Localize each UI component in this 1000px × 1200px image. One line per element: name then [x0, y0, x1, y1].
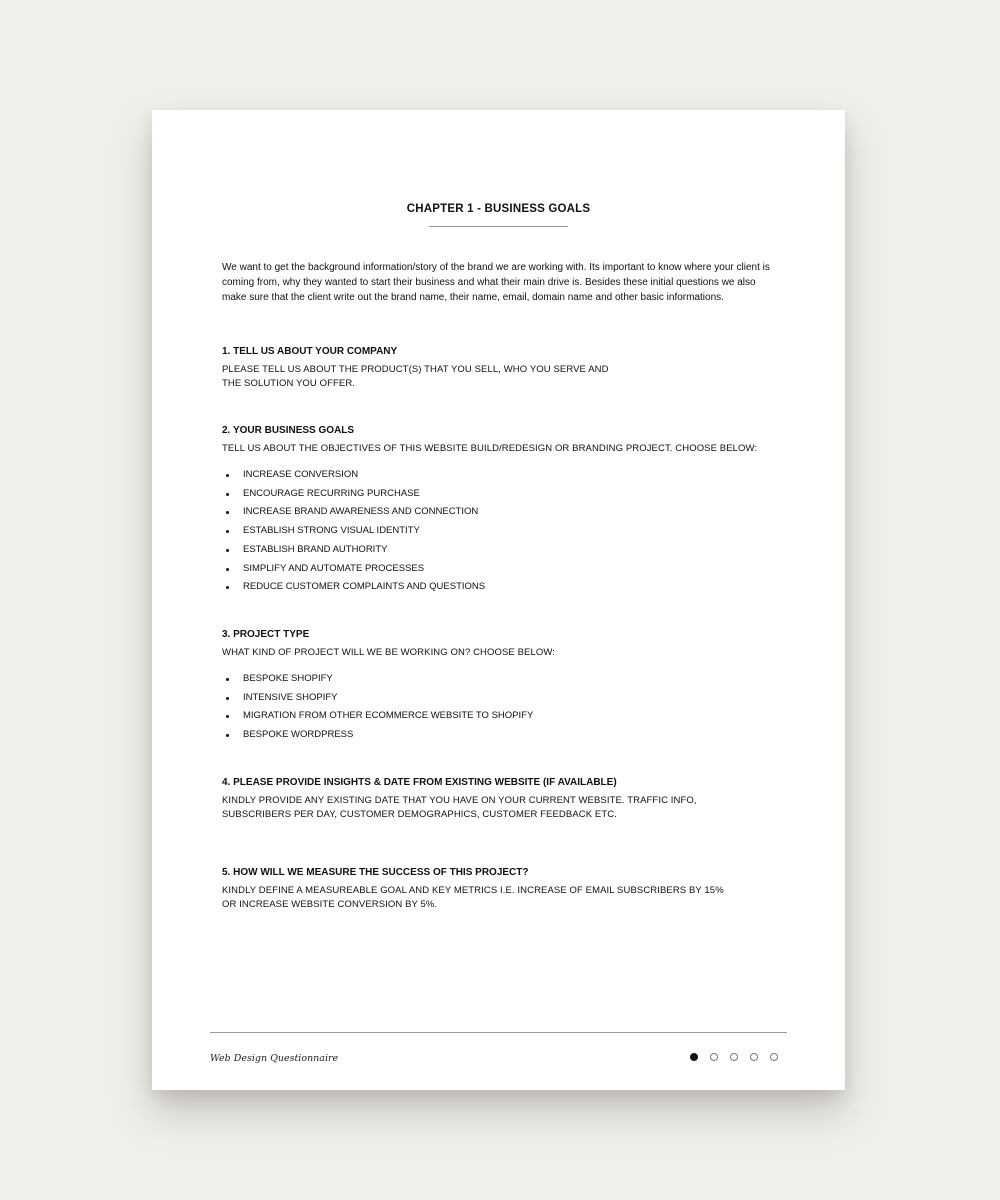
- section-heading: 1. TELL US ABOUT YOUR COMPANY: [222, 346, 398, 357]
- section-text: TELL US ABOUT THE OBJECTIVES OF THIS WEBSITE BUILD/REDESIGN OR BRANDING PROJECT. CHOOSE BELOW:: [222, 443, 758, 454]
- list-item: SIMPLIFY AND AUTOMATE PROCESSES: [222, 560, 782, 579]
- section-text: [222, 363, 782, 391]
- list-item: INCREASE CONVERSION: [222, 466, 782, 485]
- list-item: REDUCE CUSTOMER COMPLAINTS AND QUESTIONS: [222, 578, 782, 597]
- title-underline: [429, 226, 568, 227]
- page-dot: [750, 1053, 758, 1061]
- section-text-line: KINDLY PROVIDE ANY EXISTING DATE THAT YOU HAVE ON YOUR CURRENT WEBSITE. TRAFFIC INFO,: [222, 795, 697, 806]
- list-item: MIGRATION FROM OTHER ECOMMERCE WEBSITE TO SHOPIFY: [222, 707, 782, 726]
- document-page: [152, 110, 845, 1090]
- section-text-line: PLEASE TELL US ABOUT THE PRODUCT(S) THAT YOU SELL, WHO YOU SERVE AND: [222, 364, 609, 375]
- page-dot: [730, 1053, 738, 1061]
- section-text: [222, 884, 782, 912]
- footer-divider: [210, 1032, 787, 1033]
- page-dot: [770, 1053, 778, 1061]
- footer-document-title: Web Design Questionnaire: [210, 1053, 339, 1064]
- page-dot-active: [690, 1053, 698, 1061]
- list-item: ESTABLISH BRAND AUTHORITY: [222, 541, 782, 560]
- list-item: INTENSIVE SHOPIFY: [222, 689, 782, 708]
- section-success-metrics: [222, 866, 782, 912]
- section-project-type: [222, 628, 782, 745]
- list-item: ESTABLISH STRONG VISUAL IDENTITY: [222, 522, 782, 541]
- section-text: WHAT KIND OF PROJECT WILL WE BE WORKING ON? CHOOSE BELOW:: [222, 647, 555, 658]
- list-item: BESPOKE SHOPIFY: [222, 670, 782, 689]
- section-text-line: KINDLY DEFINE A MEASUREABLE GOAL AND KEY METRICS I.E. INCREASE OF EMAIL SUBSCRIBERS BY 15%: [222, 885, 724, 896]
- page-indicator: [690, 1053, 778, 1061]
- project-type-list: [222, 670, 782, 745]
- section-company: [222, 345, 782, 391]
- section-text: [222, 794, 782, 822]
- section-heading: 3. PROJECT TYPE: [222, 629, 310, 640]
- list-item: BESPOKE WORDPRESS: [222, 726, 782, 745]
- chapter-title: CHAPTER 1 - BUSINESS GOALS: [406, 203, 591, 215]
- section-text-line: SUBSCRIBERS PER DAY, CUSTOMER DEMOGRAPHICS, CUSTOMER FEEDBACK ETC.: [222, 809, 617, 820]
- section-heading: 4. PLEASE PROVIDE INSIGHTS & DATE FROM EXISTING WEBSITE (IF AVAILABLE): [222, 777, 617, 788]
- section-business-goals: [222, 424, 782, 597]
- list-item: INCREASE BRAND AWARENESS AND CONNECTION: [222, 503, 782, 522]
- section-text-line: OR INCREASE WEBSITE CONVERSION BY 5%.: [222, 899, 438, 910]
- section-text-line: THE SOLUTION YOU OFFER.: [222, 378, 356, 389]
- business-goals-list: [222, 466, 782, 597]
- section-heading: 5. HOW WILL WE MEASURE THE SUCCESS OF THIS PROJECT?: [222, 867, 529, 878]
- intro-paragraph: We want to get the background information/story of the brand we are working with. Its important to know where your client is coming from, why they wanted to start their business and what their main drive is. Besides these initial questions we also make sure that the client write out the brand name, their name, email, domain name and other basic informations.: [222, 262, 770, 303]
- list-item: ENCOURAGE RECURRING PURCHASE: [222, 485, 782, 504]
- section-heading: 2. YOUR BUSINESS GOALS: [222, 425, 355, 436]
- section-insights: [222, 776, 782, 822]
- page-dot: [710, 1053, 718, 1061]
